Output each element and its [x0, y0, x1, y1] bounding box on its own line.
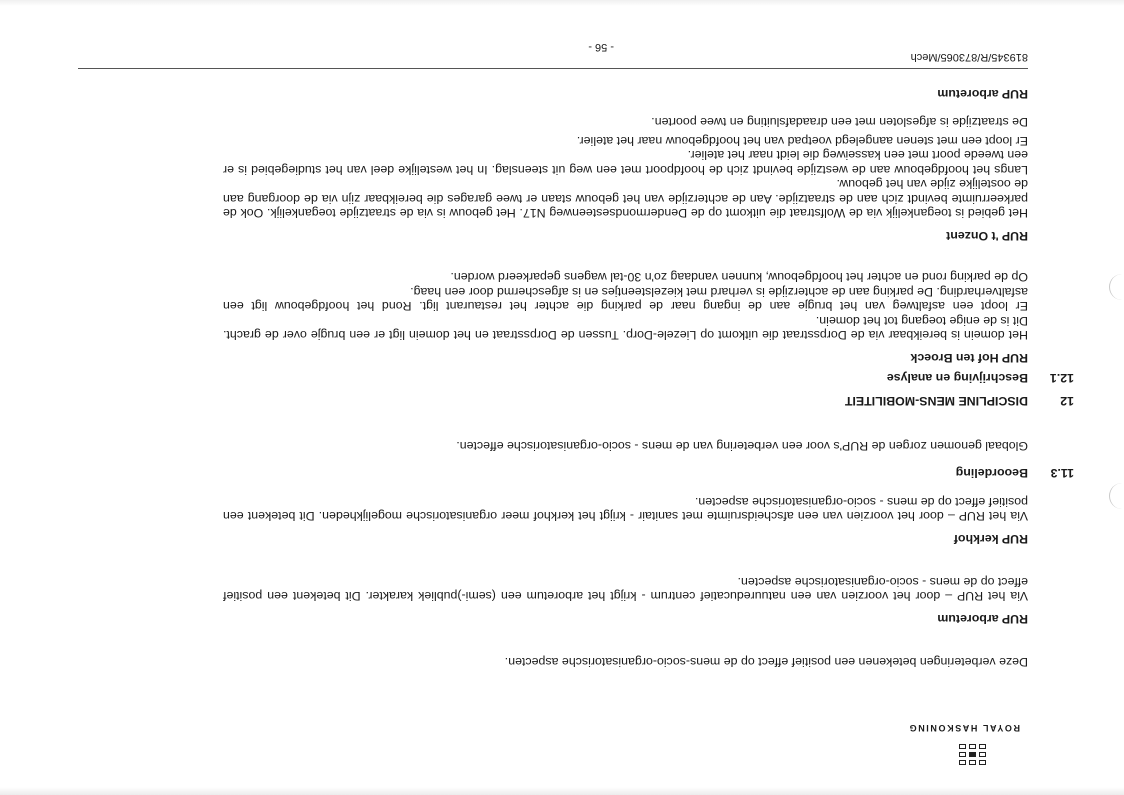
scan-edge [0, 0, 1124, 6]
hof-text-2: Er loopt een asfaltweg van het brugje aan de ingang naar de parking die achter het restaurant ligt. Rond het hoofdgebouw ligt een asfaltverharding. De parking aan de achterzijde is verhard met kiezelsteentjes en is afgeschermd door een haag. [223, 285, 1028, 314]
arboretum-heading-2: RUP arboretum [937, 87, 1028, 101]
onzent-text-4: De straatzijde is afgesloten met een draadafsluiting en twee poorten. [651, 115, 1028, 130]
onzent-text-2: Langs het hoofdgebouw aan de westzijde bevindt zich de hoofdpoort met een weg uit steenslag. In het westelijke deel van het studiegebied is er een tweede poort met een kasseiweg die leidt naar het atelier. [223, 148, 1028, 177]
kerkhof-text: Via het RUP – door het voorzien van een afscheidsruimte met sanitair - krijgt het kerkhof meer organisatorische mogelijkheden. Dit betekent een positief effect op de mens - socio-organisatorische aspecten. [223, 495, 1028, 524]
section-number-11-3: 11.3 [1050, 466, 1074, 480]
onzent-text-1: Het gebied is toegankelijk via de Wolfstraat die uitkomt op de Dendermondsesteenweg N17. Het gebouw is via de straatzijde toegankelijk. Ook de parkeerruimte bevindt zich aan de straatzijde. Aan de achterzijde van het gebouw staan er twee garages die bereikbaar zijn via de doorgang aan de oostelijke zijde van het gebouw. [223, 177, 1028, 221]
royal-haskoning-logo [894, 715, 1034, 765]
page-number: - 56 - [588, 41, 614, 53]
arboretum-text: Via het RUP – door het voorzien van een natuureducatief centrum - krijgt het arboretum een (semi-)publiek karakter. Dit betekent een positief effect op de mens - socio-organisatorische aspecten. [223, 575, 1028, 604]
scan-edge [0, 787, 1124, 795]
punch-hole [1109, 274, 1124, 300]
document-reference: 819345/R/873065/Mech [910, 51, 1028, 63]
logo-text: ROYAL HASKONING [908, 723, 1021, 733]
arboretum-section [223, 575, 1028, 627]
section-title-beschrijving: Beschrijving en analyse [886, 371, 1028, 385]
kerkhof-heading: RUP kerkhof [953, 532, 1028, 546]
beoordeling-paragraph: Globaal genomen zorgen de RUP's voor een verbetering van de mens - socio-organisatorische effecten. [456, 439, 1028, 453]
logo-grid-icon [959, 744, 986, 765]
hof-ten-broeck-section [223, 270, 1028, 393]
arboretum-heading: RUP arboretum [937, 612, 1028, 626]
section-number-12-1: 12.1 [1049, 371, 1074, 385]
hof-text-3: Op de parking rond en achter het hoofdgebouw, kunnen vandaag zo'n 30-tal wagens geparkeerd worden. [450, 270, 1028, 285]
hof-heading: RUP Hof ten Broeck [910, 351, 1028, 365]
section-number-12: 12 [1060, 394, 1074, 408]
section-title-mens-mobiliteit: DISCIPLINE MENS-MOBILITEIT [844, 394, 1028, 408]
punch-hole [1109, 483, 1124, 509]
onzent-section [223, 87, 1028, 244]
onzent-text-3: Er loopt een met stenen aangelegd voetpad van het hoofdgebouw naar het atelier. [576, 134, 1028, 148]
hof-text-1: Het domein is bereikbaar via de Dorpsstraat die uitkomt op Liezele-Dorp. Tussen de Dorpsstraat en het domein ligt er een brugje over de gracht. Dit is de enige toegang tot het domein. [223, 314, 1028, 343]
section-title-beoordeling: Beoordeling [955, 466, 1028, 480]
intro-paragraph: Deze verbeteringen betekenen een positief effect op de mens-socio-organisatorische aspecten. [504, 655, 1028, 669]
footer-rule [78, 68, 1028, 69]
onzent-heading: RUP 't Onzent [946, 229, 1028, 243]
kerkhof-section [223, 495, 1028, 547]
